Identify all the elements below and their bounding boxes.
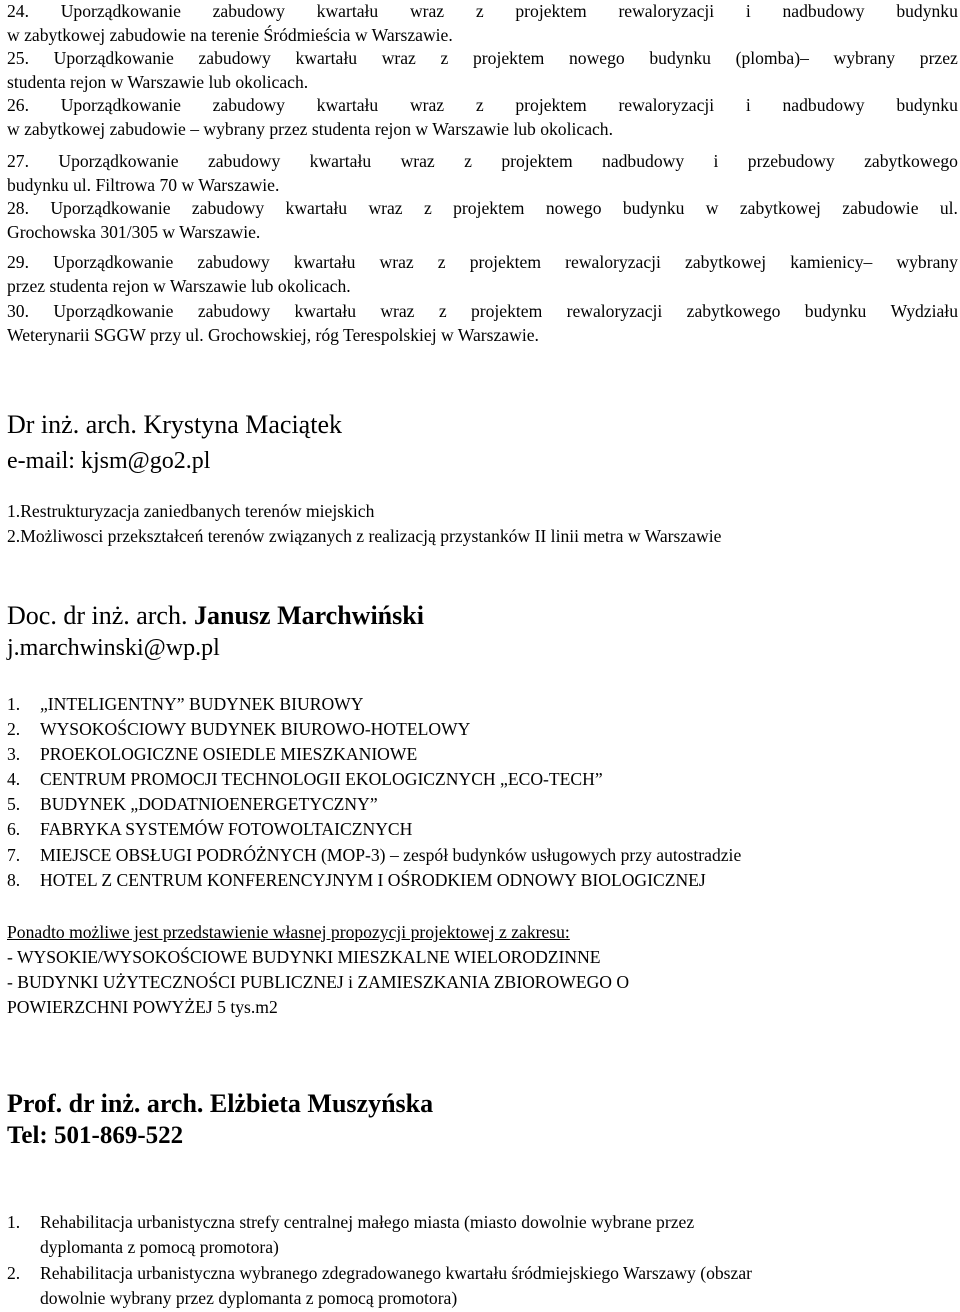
topic-word: zabudowy (191, 198, 265, 218)
topic-word: nadbudowy (782, 95, 865, 115)
topic-item (7, 197, 958, 244)
topic-line: Rehabilitacja urbanistyczna strefy centralnej małego miasta (miasto dowolnie wybrane przez (40, 1212, 695, 1232)
topic-word: z (438, 301, 447, 321)
topic-text: „INTELIGENTNY” BUDYNEK BIUROWY (40, 694, 364, 714)
topic-number: 30. (7, 301, 29, 321)
topic-word: i (745, 95, 751, 115)
topic-word: nadbudowy (782, 1, 865, 21)
topic-line: dowolnie wybrany przez dyplomanta z pomocą promotora) (40, 1288, 458, 1308)
topic-word: kwartału (294, 301, 356, 321)
topic-word: projektem (515, 1, 587, 21)
topic-word: kwartału (285, 198, 348, 218)
topic-word: zabudowy (197, 301, 271, 321)
topic-item (7, 717, 470, 742)
topic-text: FABRYKA SYSTEMÓW FOTOWOLTAICZNYCH (40, 819, 413, 839)
topic-item: 1.Restrukturyzacja zaniedbanych terenów miejskich (7, 501, 375, 521)
topic-item (7, 94, 958, 141)
topic-text: BUDYNEK „DODATNIOENERGETYCZNY” (40, 794, 378, 814)
topic-word: Uporządkowanie (50, 198, 171, 218)
topic-item (7, 1261, 752, 1311)
topic-word: kwartału (316, 1, 379, 21)
topic-word: wraz (409, 1, 445, 21)
supervisor-phone: Tel: 501-869-522 (7, 1122, 184, 1149)
topic-line: Weterynarii SGGW przy ul. Grochowskiej, róg Terespolskiej w Warszawie. (7, 324, 539, 345)
topic-word: ul. (939, 198, 958, 218)
topic-item: 2.Możliwosci przekształceń terenów związanych z realizacją przystanków II linii metra w Warszawie (7, 526, 722, 546)
topic-word: zabudowie (842, 198, 919, 218)
supervisor-name-marchwinski (7, 601, 424, 631)
topic-word: w (705, 198, 719, 218)
topic-word: zabytkowej (685, 252, 767, 272)
topic-word: zabudowy (198, 48, 271, 68)
topic-word: budynku (896, 95, 958, 115)
topic-word: wraz (409, 95, 445, 115)
topic-number: 4. (7, 769, 21, 789)
supervisor-name: Krystyna Maciątek (143, 410, 342, 439)
topic-word: i (713, 151, 719, 171)
topic-word: projektem (453, 198, 525, 218)
topic-line: przez studenta rejon w Warszawie lub okolicach. (7, 275, 351, 296)
topic-word: projektem (469, 252, 542, 272)
topic-word: zabudowy (212, 1, 285, 21)
topic-item (7, 47, 958, 94)
topic-text: HOTEL Z CENTRUM KONFERENCYJNYM I OŚRODKIEM ODNOWY BIOLOGICZNEJ (40, 870, 706, 890)
topic-item (7, 843, 741, 868)
topic-word: i (745, 1, 751, 21)
topic-number: 25. (7, 48, 29, 68)
topic-word: projektem (473, 48, 545, 68)
topic-word: Uporządkowanie (60, 95, 181, 115)
topic-number: 28. (7, 198, 29, 218)
topic-item (7, 0, 958, 47)
topic-number: 2. (7, 719, 21, 739)
topic-word: z (475, 1, 484, 21)
topic-word: rewaloryzacji (618, 95, 715, 115)
topic-number: 3. (7, 744, 21, 764)
topic-word: z (437, 252, 446, 272)
topic-word: zabudowy (212, 95, 285, 115)
topic-item (7, 767, 603, 792)
topic-number: 24. (7, 1, 29, 21)
topic-line (7, 300, 958, 324)
topic-line: dyplomanta z pomocą promotora) (40, 1237, 279, 1257)
topic-line (7, 150, 958, 174)
topic-number: 8. (7, 870, 21, 890)
topic-text: MIEJSCE OBSŁUGI PODRÓŻNYCH (MOP-3) – zespół budynków usługowych przy autostradzie (40, 845, 742, 865)
supervisor-email-marchwinski: j.marchwinski@wp.pl (7, 635, 220, 661)
topic-item (7, 1210, 694, 1260)
topic-number: 29. (7, 252, 29, 272)
topic-line (7, 0, 958, 24)
topic-word: Uporządkowanie (53, 252, 174, 272)
supervisor-name-maciatek (7, 410, 342, 440)
topic-word: kwartału (309, 151, 372, 171)
topic-word: Uporządkowanie (58, 151, 179, 171)
topic-word: kwartału (316, 95, 379, 115)
topic-word: Wydziału (890, 301, 958, 321)
topic-number: 26. (7, 95, 29, 115)
topic-word: rewaloryzacji (566, 301, 663, 321)
topic-word: zabytkowego (686, 301, 781, 321)
topic-word: projektem (515, 95, 587, 115)
topic-word: budynku (804, 301, 867, 321)
topic-word: zabudowy (207, 151, 281, 171)
topic-word: z (464, 151, 472, 171)
supervisor-title: Doc. dr inż. arch. (7, 601, 194, 630)
topic-word: wraz (379, 252, 414, 272)
topic-word: nowego (545, 198, 602, 218)
topic-word: (plomba)– (735, 48, 809, 68)
topic-word: Uporządkowanie (53, 301, 174, 321)
topic-word: budynku (649, 48, 711, 68)
topic-line: Grochowska 301/305 w Warszawie. (7, 221, 261, 242)
topic-word: zabytkowego (864, 151, 958, 171)
topic-word: wraz (381, 48, 416, 68)
topic-word: wybrany (896, 252, 958, 272)
topic-line: w zabytkowej zabudowie – wybrany przez studenta rejon w Warszawie lub okolicach. (7, 118, 614, 139)
topic-word: kwartału (295, 48, 358, 68)
topic-line: Rehabilitacja urbanistyczna wybranego zdegradowanego kwartału śródmiejskiego Warszawy (obszar (40, 1263, 753, 1283)
topic-item (7, 300, 958, 347)
topic-word: przez (919, 48, 958, 68)
topic-word: z (475, 95, 484, 115)
topic-number: 7. (7, 845, 21, 865)
topic-number: 2. (7, 1263, 21, 1283)
topic-number: 5. (7, 794, 21, 814)
topic-line (7, 47, 958, 71)
topic-word: Uporządkowanie (53, 48, 174, 68)
topic-word: kamienicy– (790, 252, 873, 272)
topic-line: budynku ul. Filtrowa 70 w Warszawie. (7, 174, 280, 195)
topic-word: Uporządkowanie (60, 1, 181, 21)
proposal-note-line: - BUDYNKI UŻYTECZNOŚCI PUBLICZNEJ i ZAMIESZKANIA ZBIOROWEGO O (7, 972, 630, 992)
topic-line (7, 94, 958, 118)
supervisor-name: Janusz Marchwiński (193, 601, 424, 630)
proposal-note-line: POWIERZCHNI POWYŻEJ 5 tys.m2 (7, 997, 278, 1017)
topic-word: z (423, 198, 432, 218)
topic-item (7, 742, 417, 767)
topic-word: wybrany (833, 48, 896, 68)
topic-text: PROEKOLOGICZNE OSIEDLE MIESZKANIOWE (40, 744, 418, 764)
topic-number: 6. (7, 819, 21, 839)
topic-text: WYSOKOŚCIOWY BUDYNEK BIUROWO-HOTELOWY (40, 719, 471, 739)
topic-item (7, 150, 958, 197)
topic-word: budynku (622, 198, 685, 218)
topic-word: rewaloryzacji (618, 1, 715, 21)
supervisor-name-muszynska: Prof. dr inż. arch. Elżbieta Muszyńska (7, 1089, 434, 1118)
topic-word: projektem (501, 151, 573, 171)
topic-word: projektem (470, 301, 543, 321)
topic-item (7, 868, 706, 893)
topic-line (7, 251, 958, 275)
topic-line (7, 197, 958, 221)
topic-item (7, 792, 378, 817)
topic-word: z (440, 48, 449, 68)
proposal-note-heading: Ponadto możliwe jest przedstawienie własnej propozycji projektowej z zakresu: (7, 922, 570, 942)
topic-word: zabytkowej (739, 198, 821, 218)
topic-item (7, 251, 958, 298)
supervisor-title: Dr inż. arch. (7, 410, 144, 439)
topic-word: budynku (896, 1, 958, 21)
topic-word: zabudowy (197, 252, 270, 272)
topic-line: studenta rejon w Warszawie lub okolicach. (7, 71, 309, 92)
topic-word: kwartału (293, 252, 356, 272)
topic-word: wraz (368, 198, 403, 218)
topic-number: 27. (7, 151, 29, 171)
topic-text: CENTRUM PROMOCJI TECHNOLOGII EKOLOGICZNYCH „ECO-TECH” (40, 769, 603, 789)
topic-word: nadbudowy (602, 151, 685, 171)
topic-word: nowego (569, 48, 625, 68)
supervisor-email-maciatek: e-mail: kjsm@go2.pl (7, 448, 211, 474)
topic-word: przebudowy (747, 151, 835, 171)
topic-item (7, 817, 412, 842)
topic-line: w zabytkowej zabudowie na terenie Śródmieścia w Warszawie. (7, 24, 453, 45)
topic-word: wraz (400, 151, 435, 171)
topic-number: 1. (7, 1212, 21, 1232)
proposal-note-line: - WYSOKIE/WYSOKOŚCIOWE BUDYNKI MIESZKALNE WIELORODZINNE (7, 947, 601, 967)
topic-word: rewaloryzacji (565, 252, 661, 272)
topic-word: wraz (380, 301, 415, 321)
topic-number: 1. (7, 694, 21, 714)
topic-item (7, 692, 363, 717)
